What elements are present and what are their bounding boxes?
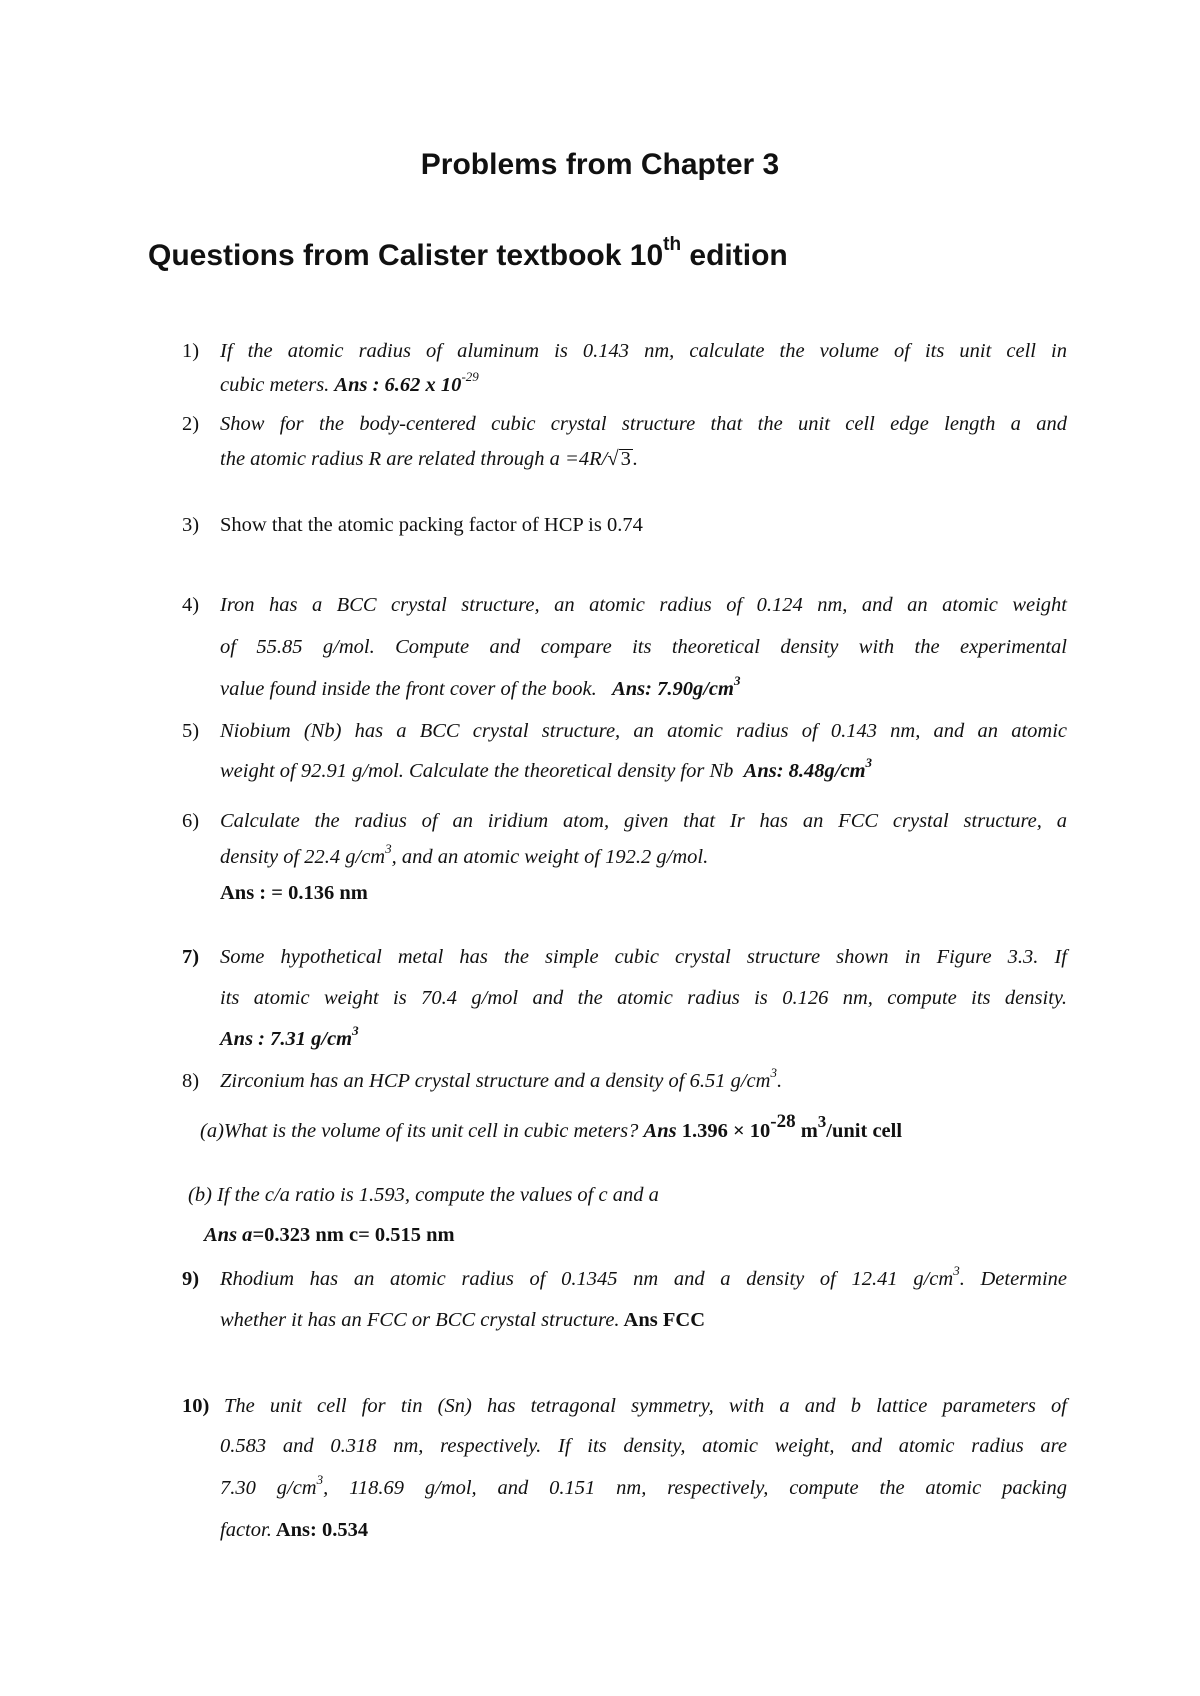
answer: Ans : 6.62 x 10 (334, 374, 462, 396)
question-number: 1) (182, 340, 200, 362)
question-line: factor. Ans: 0.534 (220, 1519, 369, 1541)
answer-exponent: -29 (461, 369, 479, 385)
answer: Ans: 7.90g/cm (612, 678, 734, 700)
answer: Ans a=0.323 nm c= 0.515 nm (204, 1224, 455, 1246)
answer-exponent: 3 (865, 755, 873, 771)
page-title: Problems from Chapter 3 (420, 148, 780, 181)
question-line: Show for the body-centered cubic crystal structure that the unit cell edge length a and (220, 413, 1067, 435)
document-page: Problems from Chapter 3 Questions from Calister textbook 10th edition 1) If the atomic radius of aluminum is 0.143 nm, calculate the volume of its unit cell in cubic meters. Ans : 6.62 x $10^{-29}$ 2) Show for the body-centered cubic crystal structure that the unit cell edge length a and the atomic radius R are related through a =4R/√3. 3) Show that the atomic packing factor of HCP is 0.74 4) Iron has a BCC crystal structure, an atomic radius of 0.124 nm, and an atomic weight of 55.85 g/mol. Compute and compare its theoretical density with the experimental value found inside the front cover of the book. Ans: $7.90g/cm^3$ 5) Niobium (Nb) has a BCC crystal structure, an atomic radius of 0.143 nm, and an atomic weight of 92.91 g/mol. Calculate the theoretical density for Nb Ans: $8.48g/cm^3$ 6) Calculate the radius of an iridium atom, given that Ir has an FCC crystal structure, a density of 22.4 $g/cm^3$, and an atomic weight of 192.2 g/mol. Ans : = 0.136 nm 7) Some hypothetical metal has the simple cubic crystal structure shown in Figure 3.3. If its atomic weight is 70.4 g/mol and the atomic radius is 0.126 nm, compute its density. Ans : 7.31 $g/cm^3$ 8) Zirconium has an HCP crystal structure and a density of 6.51 $g/cm^3$. (a)What is the volume of its unit cell in cubic meters? Ans $1.396 \times 10^{-28}$ $m^3$/unit cell (b) If the c/a ratio is 1.593, compute the values of c and a Ans a=0.323 nm c= 0.515 nm 9) Rhodium has an atomic radius of 0.1345 nm and a density of 12.41 $g/cm^3$. Determine whether it has an FCC or BCC crystal structure. Ans FCC 10) The unit cell for tin (Sn) has tetragonal symmetry, with a and b lattice parameters of 0.583 and 0.318 nm, respectively. If its density, atomic weight, and atomic radius are 7.30 $g/cm^3$, 118.69 g/mol, and 0.151 nm, respectively, compute the atomic packing factor. Ans: 0.534 (0, 0, 1200, 1696)
question-line: Iron has a BCC crystal structure, an atomic radius of 0.124 nm, and an atomic weight (220, 594, 1067, 616)
question-number: 9) (182, 1268, 200, 1290)
question-number: 4) (182, 594, 200, 616)
question-line: Niobium (Nb) has a BCC crystal structure, an atomic radius of 0.143 nm, and an atomic (220, 720, 1067, 742)
question-line: Rhodium has an atomic radius of 0.1345 nm and a density of 12.41 $g/cm^3$. Determine (220, 1263, 1068, 1290)
question-line: its atomic weight is 70.4 g/mol and the atomic radius is 0.126 nm, compute its density. (220, 987, 1067, 1009)
question-line: cubic meters. Ans : 6.62 x $10^{-29}$ (220, 369, 479, 396)
answer-exponent: 3 (733, 673, 741, 689)
question-number: 7) (182, 946, 200, 968)
answer: Ans FCC (619, 1309, 705, 1331)
question-number: 8) (182, 1070, 200, 1092)
answer-exponent: -28 (770, 1111, 796, 1133)
question-line: 7.30 $g/cm^3$, 118.69 g/mol, and 0.151 nm, respectively, compute the atomic packing (220, 1472, 1067, 1499)
question-number: 10) (182, 1395, 210, 1417)
square-root-symbol: √3 (607, 448, 631, 470)
question-line: 0.583 and 0.318 nm, respectively. If its density, atomic weight, and atomic radius are (220, 1435, 1067, 1457)
answer: 1.396 × 10 (681, 1120, 771, 1142)
question-line: Zirconium has an HCP crystal structure and a density of 6.51 $g/cm^3$. (220, 1065, 783, 1092)
question-line: whether it has an FCC or BCC crystal structure. Ans FCC (220, 1309, 705, 1331)
question-line: Calculate the radius of an iridium atom, given that Ir has an FCC crystal structure, a (220, 810, 1067, 832)
subtitle-suffix: edition (681, 239, 788, 272)
question-number: 6) (182, 810, 200, 832)
subtitle-text: Questions from Calister textbook 10 (148, 239, 664, 272)
answer: Ans: 8.48g/cm (743, 760, 866, 782)
question-line: density of 22.4 $g/cm^3$, and an atomic weight of 192.2 g/mol. (220, 841, 709, 868)
answer: Ans: 0.534 (271, 1519, 369, 1541)
question-line: If the atomic radius of aluminum is 0.143 nm, calculate the volume of its unit cell in (220, 340, 1067, 362)
question-number: 5) (182, 720, 200, 742)
question-number: 2) (182, 413, 200, 435)
question-line: weight of 92.91 g/mol. Calculate the theoretical density for Nb Ans: $8.48g/cm^3$ (220, 755, 873, 782)
question-line: Show that the atomic packing factor of HCP is 0.74 (220, 514, 643, 536)
question-line: of 55.85 g/mol. Compute and compare its theoretical density with the experimental (220, 636, 1067, 658)
answer: Ans : = 0.136 nm (220, 882, 368, 904)
question-line: the atomic radius R are related through a =4R/√3. (220, 448, 638, 470)
subtitle-superscript: th (663, 234, 682, 255)
question-line: Some hypothetical metal has the simple cubic crystal structure shown in Figure 3.3. If (220, 946, 1067, 968)
question-line: value found inside the front cover of the book. Ans: $7.90g/cm^3$ (220, 673, 741, 700)
question-number: 3) (182, 514, 200, 536)
question-line: The unit cell for tin (Sn) has tetragonal symmetry, with a and b lattice parameters of (224, 1395, 1067, 1417)
page-subtitle (148, 234, 788, 273)
answer: Ans : 7.31 $g/cm^3$ (220, 1023, 359, 1050)
